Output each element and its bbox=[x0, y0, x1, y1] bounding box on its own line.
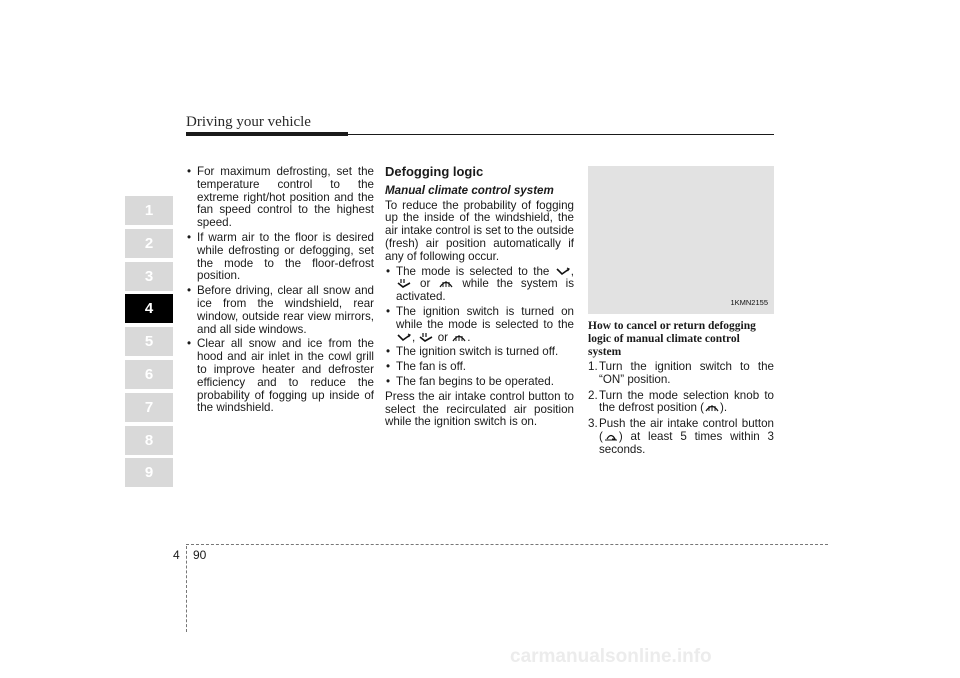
list-item: • The fan begins to be operated. bbox=[385, 376, 574, 389]
closing-paragraph: Press the air intake control button to select the recirculated air position while the ignition switch is on. bbox=[385, 389, 574, 429]
header-rule-thin bbox=[348, 134, 774, 135]
watermark: carmanualsonline.info bbox=[510, 646, 712, 667]
list-item: 2. Turn the mode selection knob to the defrost position ( ). bbox=[588, 388, 774, 415]
list-item: • The ignition switch is turned off. bbox=[385, 346, 574, 359]
chapter-tab-9[interactable]: 9 bbox=[125, 458, 173, 487]
recirculation-icon bbox=[603, 431, 619, 442]
defog-conditions-list bbox=[385, 266, 574, 389]
cancel-logic-heading: How to cancel or return defogging logic of manual climate control system bbox=[588, 320, 756, 358]
defrost-icon bbox=[438, 278, 454, 289]
footer-vertical-rule bbox=[186, 546, 187, 632]
defrost-tips-list bbox=[186, 166, 374, 415]
footer-chapter-number: 4 bbox=[173, 548, 180, 562]
defrost-icon bbox=[704, 402, 720, 413]
footer-rule bbox=[186, 544, 828, 545]
floor-defrost-mode-icon bbox=[418, 332, 434, 343]
list-item: • For maximum defrosting, set the temperature control to the extreme right/hot position and the fan speed control to the highest speed. bbox=[186, 166, 374, 230]
chapter-tab-2[interactable]: 2 bbox=[125, 229, 173, 258]
intro-paragraph: To reduce the probability of fogging up the inside of the windshield, the air intake control is set to the outside (fresh) air position automatically if any of following occur. bbox=[385, 198, 574, 263]
floor-mode-icon bbox=[396, 332, 412, 343]
section-title: Defogging logic bbox=[385, 164, 484, 179]
defrost-icon bbox=[451, 332, 467, 343]
chapter-index bbox=[125, 196, 173, 491]
chapter-tab-4[interactable]: 4 bbox=[125, 294, 173, 323]
header-rule-thick bbox=[186, 132, 348, 136]
list-item: • The fan is off. bbox=[385, 361, 574, 374]
chapter-tab-1[interactable]: 1 bbox=[125, 196, 173, 225]
floor-mode-icon bbox=[555, 266, 571, 277]
page-header-title: Driving your vehicle bbox=[186, 114, 311, 130]
list-item: • Before driving, clear all snow and ice from the windshield, rear window, outside rear view mirrors, and all side windows. bbox=[186, 285, 374, 336]
chapter-tab-8[interactable]: 8 bbox=[125, 426, 173, 455]
list-item: 1. Turn the ignition switch to the “ON” position. bbox=[588, 360, 774, 386]
floor-defrost-mode-icon bbox=[396, 278, 412, 289]
list-item: • If warm air to the floor is desired while defrosting or defogging, set the mode to the floor-defrost position. bbox=[186, 232, 374, 283]
subsection-title: Manual climate control system bbox=[385, 183, 554, 197]
list-item: 3. Push the air intake control button ( ) at least 5 times within 3 seconds. bbox=[588, 417, 774, 456]
list-item: • Clear all snow and ice from the hood and air inlet in the cowl grill to improve heater and defroster efficiency and to reduce the probability of fogging up inside of the windshield. bbox=[186, 338, 374, 415]
chapter-tab-3[interactable]: 3 bbox=[125, 262, 173, 291]
list-item: • The mode is selected to the , or while the system is activated. bbox=[385, 266, 574, 304]
chapter-tab-6[interactable]: 6 bbox=[125, 360, 173, 389]
list-item: • The ignition switch is turned on while the mode is selected to the , or . bbox=[385, 306, 574, 344]
footer-page-number: 90 bbox=[193, 548, 207, 562]
figure-caption: 1KMN2155 bbox=[730, 298, 768, 308]
column-middle bbox=[385, 166, 574, 431]
chapter-tab-5[interactable]: 5 bbox=[125, 327, 173, 356]
column-left bbox=[186, 166, 374, 417]
chapter-tab-7[interactable]: 7 bbox=[125, 393, 173, 422]
cancel-steps-list bbox=[588, 361, 774, 457]
figure-image bbox=[588, 166, 774, 314]
column-right bbox=[588, 166, 774, 460]
